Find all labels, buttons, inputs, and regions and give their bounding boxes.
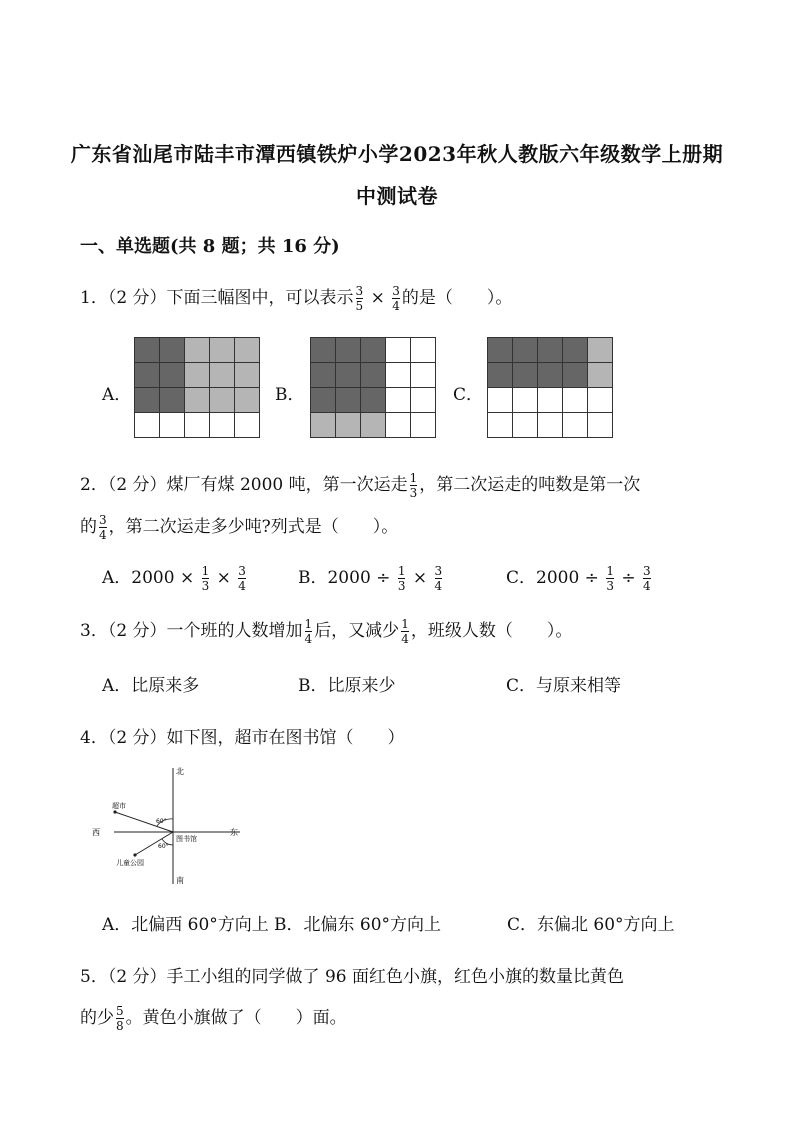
fraction: $\frac{1}{3}$ xyxy=(201,563,210,593)
option-c-label[interactable]: C． xyxy=(453,385,484,405)
direction-map xyxy=(90,762,250,888)
question-1-stem: 1．（2 分）下面三幅图中，可以表示 $\frac{3}{5}$ × $\frac{3}{4}$ 的是（ ）。 xyxy=(80,283,513,313)
fraction: $\frac{1}{4}$ xyxy=(401,616,409,646)
park-dot xyxy=(133,853,136,856)
fraction: $\frac{3}{4}$ xyxy=(238,563,246,593)
fraction: $\frac{3}{4}$ xyxy=(434,563,443,593)
fraction: $\frac{1}{3}$ xyxy=(397,563,406,593)
document-title-line1: 广东省汕尾市陆丰市潭西镇铁炉小学2023年秋人教版六年级数学上册期 xyxy=(70,142,724,166)
q2-option-c[interactable]: C．2000 ÷ $\frac{1}{3}$ ÷ $\frac{3}{4}$ xyxy=(506,563,651,593)
document-title-line2: 中测试卷 xyxy=(356,184,438,208)
fraction: $\frac{3}{4}$ xyxy=(99,512,107,542)
question-5-stem-line1: 5．（2 分）手工小组的同学做了 96 面红色小旗，红色小旗的数量比黄色 xyxy=(80,967,624,987)
fraction: $\frac{1}{3}$ xyxy=(409,470,418,500)
supermarket-dot xyxy=(113,810,116,813)
question-2-stem-line1: 2．（2 分）煤厂有煤 2000 吨，第一次运走 $\frac{1}{3}$ ，第二次运走的吨数是第一次 xyxy=(80,470,641,500)
supermarket-label: 超市 xyxy=(112,802,126,810)
option-a-label[interactable]: A． xyxy=(102,385,132,405)
q4-option-a[interactable]: A．北偏西 60°方向上 xyxy=(102,915,269,935)
angle-label-upper: 60° xyxy=(156,818,167,825)
q3-option-a[interactable]: A．比原来多 xyxy=(102,676,200,696)
library-label: 图书馆 xyxy=(176,835,197,843)
q4-option-b[interactable]: B．北偏东 60°方向上 xyxy=(274,915,442,935)
question-2-stem-line2: 的 $\frac{3}{4}$ ，第二次运走多少吨?列式是（ ）。 xyxy=(80,512,399,542)
question-4-stem: 4．（2 分）如下图，超市在图书馆（ ） xyxy=(80,728,405,748)
q2-option-b[interactable]: B．2000 ÷ $\frac{1}{3}$ × $\frac{3}{4}$ xyxy=(298,563,443,593)
q3-option-c[interactable]: C．与原来相等 xyxy=(506,676,622,696)
option-b-label[interactable]: B． xyxy=(275,385,305,405)
fraction: $\frac{3}{5}$ xyxy=(355,283,364,313)
east-label: 东 xyxy=(230,828,238,837)
fraction: $\frac{1}{3}$ xyxy=(606,563,614,593)
fraction: $\frac{3}{4}$ xyxy=(392,283,400,313)
q3-option-b[interactable]: B．比原来少 xyxy=(298,676,396,696)
fraction: $\frac{3}{4}$ xyxy=(643,563,651,593)
park-label: 儿童公园 xyxy=(116,859,144,867)
q4-option-c[interactable]: C．东偏北 60°方向上 xyxy=(507,915,675,935)
q2-option-a[interactable]: A．2000 × $\frac{1}{3}$ × $\frac{3}{4}$ xyxy=(102,563,246,593)
fraction: $\frac{1}{4}$ xyxy=(304,616,313,646)
figure-c-grid xyxy=(487,337,613,438)
question-5-stem-line2: 的少 $\frac{5}{8}$ 。黄色小旗做了（ ）面。 xyxy=(80,1003,347,1033)
west-label: 西 xyxy=(92,828,100,837)
question-3-stem: 3．（2 分）一个班的人数增加 $\frac{1}{4}$ 后，又减少 $\frac{1}{4}$ ，班级人数（ ）。 xyxy=(80,616,573,646)
figure-b-grid xyxy=(310,337,436,438)
north-label: 北 xyxy=(176,767,184,776)
south-label: 南 xyxy=(176,876,184,885)
angle-label-lower: 60° xyxy=(158,843,169,850)
figure-a-grid xyxy=(134,337,260,438)
fraction: $\frac{5}{8}$ xyxy=(116,1003,124,1033)
section-heading: 一、单选题(共 8 题；共 16 分) xyxy=(80,236,340,257)
